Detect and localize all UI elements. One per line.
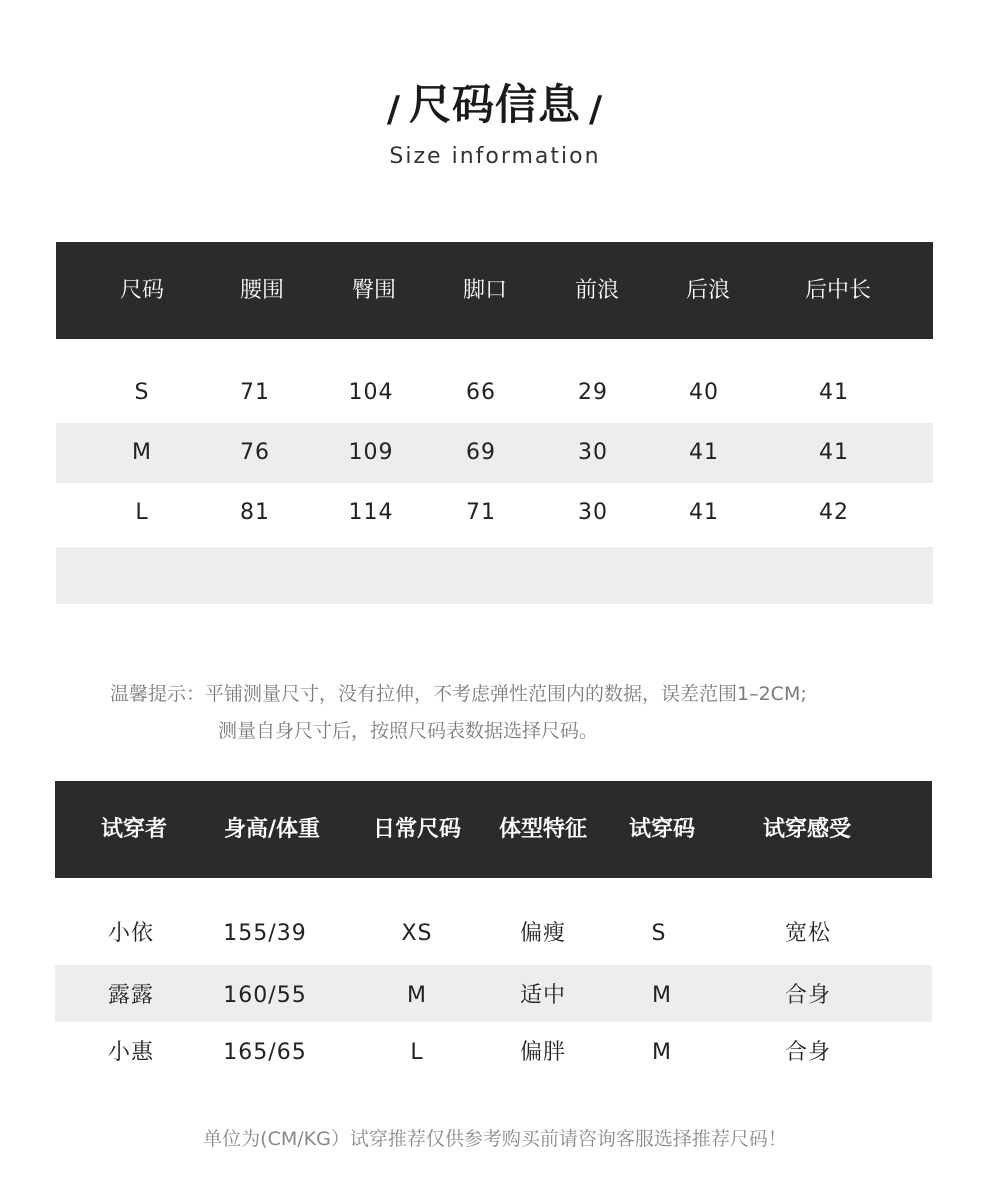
cell: 40 — [689, 380, 719, 405]
cell: 71 — [466, 500, 496, 525]
size-table-header — [56, 242, 933, 339]
title-slash-left: / — [386, 89, 401, 130]
footer-note: 单位为(CM/KG）试穿推荐仅供参考购买前请咨询客服选择推荐尺码！ — [203, 1128, 787, 1150]
header-tester: 试穿者 — [100, 817, 168, 842]
header-waist: 腰围 — [239, 278, 285, 303]
tips-line-2: 测量自身尺寸后，按照尺码表数据选择尺码。 — [218, 720, 599, 742]
header-hem: 脚口 — [462, 278, 508, 303]
header-body-type: 体型特征 — [498, 817, 588, 842]
cell: 42 — [819, 500, 849, 525]
cell: 41 — [819, 440, 849, 465]
title-slash-right: / — [589, 89, 604, 130]
cell: M — [652, 983, 672, 1008]
cell: S — [134, 380, 150, 405]
cell: L — [135, 500, 149, 525]
cell: 109 — [348, 440, 394, 465]
cell: 30 — [578, 500, 608, 525]
table-row — [55, 1022, 932, 1084]
cell: 66 — [466, 380, 496, 405]
cell: L — [410, 1040, 424, 1065]
table-empty-row — [56, 547, 933, 604]
cell: 合身 — [784, 983, 832, 1008]
table-row — [56, 483, 933, 543]
cell: 偏胖 — [519, 1040, 567, 1065]
header-hip: 臀围 — [351, 278, 397, 303]
measurement-tips — [110, 676, 807, 750]
header-front-rise: 前浪 — [574, 278, 620, 303]
cell: 76 — [240, 440, 270, 465]
cell: 155/39 — [223, 921, 307, 946]
cell: S — [651, 921, 667, 946]
tips-line-1: 温馨提示：平铺测量尺寸，没有拉伸，不考虑弹性范围内的数据，误差范围1–2CM; — [110, 683, 807, 705]
header-size: 尺码 — [119, 278, 165, 303]
cell: M — [652, 1040, 672, 1065]
size-table — [56, 242, 933, 604]
header-tried-size: 试穿码 — [628, 817, 696, 842]
fit-table — [55, 781, 932, 1084]
header-usual-size: 日常尺码 — [372, 817, 462, 842]
cell: 宽松 — [784, 921, 832, 946]
cell: 71 — [240, 380, 270, 405]
title-english: Size information — [389, 144, 601, 169]
table-row — [55, 903, 932, 965]
cell: 露露 — [107, 983, 155, 1008]
cell: 适中 — [519, 983, 567, 1008]
cell: 30 — [578, 440, 608, 465]
header-fit-feeling: 试穿感受 — [762, 817, 852, 842]
cell: XS — [401, 921, 433, 946]
header-back-rise: 后浪 — [685, 278, 731, 303]
fit-table-header — [55, 781, 932, 878]
table-row — [55, 965, 932, 1022]
cell: 104 — [348, 380, 394, 405]
table-row — [56, 363, 933, 423]
cell: 29 — [578, 380, 608, 405]
cell: M — [407, 983, 427, 1008]
cell: 小惠 — [107, 1040, 155, 1065]
cell: 114 — [348, 500, 394, 525]
cell: 41 — [819, 380, 849, 405]
cell: 偏瘦 — [519, 921, 567, 946]
table-row — [56, 423, 933, 483]
header-length: 后中长 — [804, 278, 872, 303]
cell: M — [132, 440, 152, 465]
header-height-weight: 身高/体重 — [223, 817, 321, 842]
cell: 160/55 — [223, 983, 307, 1008]
cell: 81 — [240, 500, 270, 525]
title-chinese: 尺码信息 — [408, 80, 581, 129]
cell: 41 — [689, 500, 719, 525]
cell: 合身 — [784, 1040, 832, 1065]
cell: 165/65 — [223, 1040, 307, 1065]
cell: 41 — [689, 440, 719, 465]
cell: 小依 — [107, 921, 155, 946]
cell: 69 — [466, 440, 496, 465]
section-title — [0, 72, 990, 132]
